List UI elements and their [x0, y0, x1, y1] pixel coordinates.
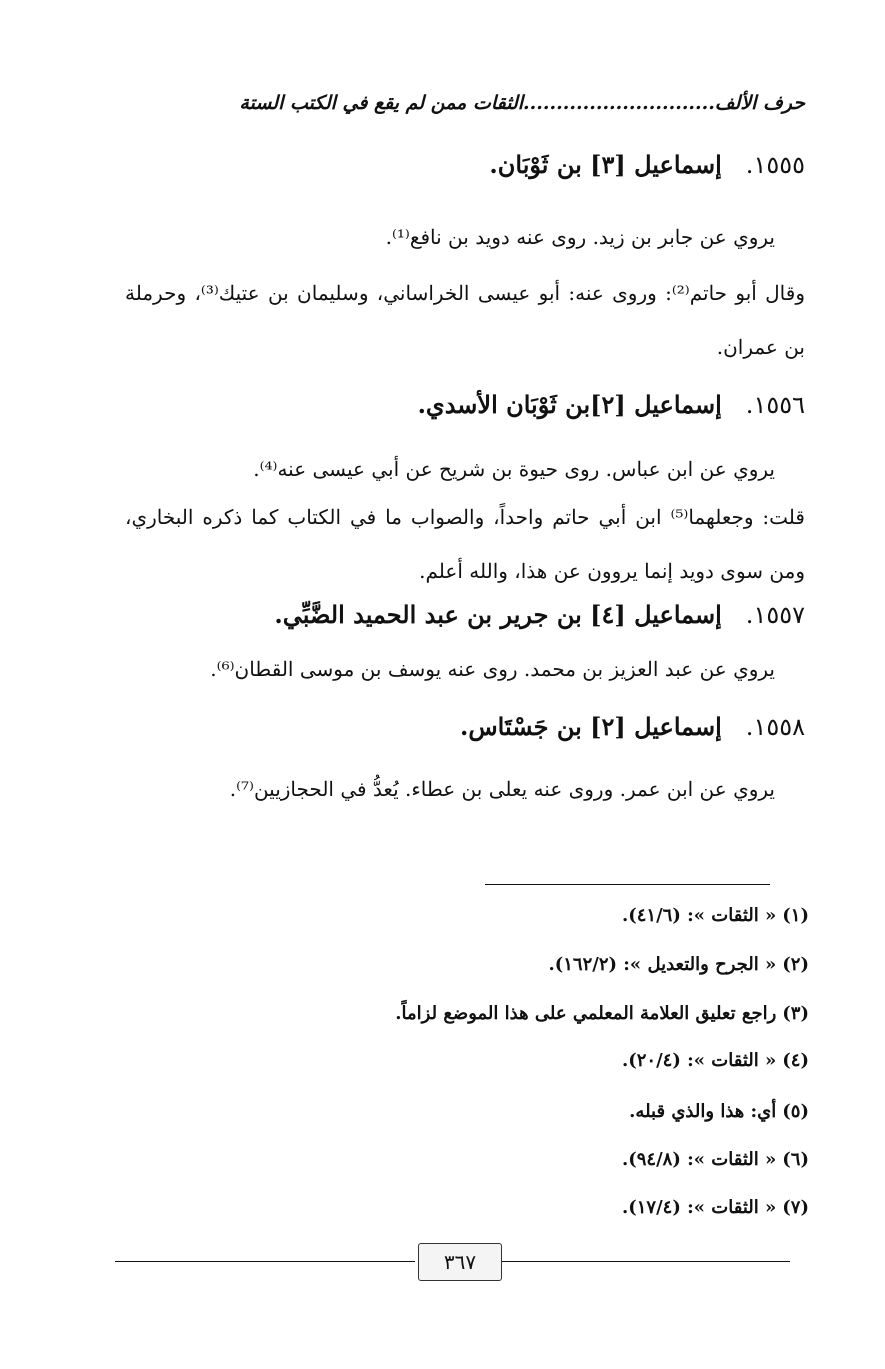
- entry-number: ١٥٥٨.: [745, 713, 805, 741]
- footnote: [89, 1149, 809, 1170]
- footnote: [89, 1050, 809, 1071]
- footnote-separator: [485, 884, 770, 885]
- footnote-number: (٤): [782, 1050, 809, 1071]
- footnote-text: أي: هذا والذي قبله.: [629, 1101, 777, 1122]
- entry-number: ١٥٥٧.: [745, 601, 805, 629]
- page-footer-line: [115, 1261, 415, 1262]
- footnote-number: (٧): [782, 1197, 809, 1218]
- footnote-text: « الثقات »: (٩٤/٨).: [621, 1149, 777, 1170]
- footnote: [89, 905, 809, 926]
- footnote: [89, 1101, 809, 1122]
- paragraph: وقال أبو حاتم⁽²⁾: وروى عنه: أبو عيسى الخراساني، وسليمان بن عتيك⁽³⁾، وحرملة بن عمران.: [125, 281, 805, 359]
- entry-title: إسماعيل [٢]بن ثَوْبَان الأسدي.: [417, 390, 722, 419]
- footnote-text: « الثقات »: (١٧/٤).: [621, 1197, 777, 1218]
- footnote-number: (١): [782, 905, 809, 926]
- footnote-text: « الثقات »: (٤١/٦).: [621, 905, 777, 926]
- entry-number: ١٥٥٥.: [745, 151, 805, 179]
- running-header: حرف الألف.............................الثقات ممن لم يقع في الكتب الستة: [239, 92, 805, 114]
- paragraph: يروي عن ابن عمر. وروى عنه يعلى بن عطاء. يُعدُّ في الحجازيين⁽⁷⁾.: [229, 777, 775, 801]
- entry-heading-1557: [85, 600, 805, 629]
- footnote: [89, 1197, 809, 1218]
- page-number: ٣٦٧: [418, 1243, 502, 1281]
- entry-heading-1558: [85, 712, 805, 741]
- paragraph: يروي عن عبد العزيز بن محمد. روى عنه يوسف بن موسى القطان⁽⁶⁾.: [210, 657, 775, 681]
- entry-title: إسماعيل [٢] بن جَسْتَاس.: [460, 712, 722, 741]
- entry-number: ١٥٥٦.: [745, 391, 805, 419]
- entry-heading-1556: [85, 390, 805, 419]
- page-footer-line: [500, 1261, 790, 1262]
- footnote-number: (٢): [782, 954, 809, 975]
- footnote-text: « الثقات »: (٢٠/٤).: [621, 1050, 777, 1071]
- footnote-number: (٦): [782, 1149, 809, 1170]
- footnote-text: « الجرح والتعديل »: (١٦٢/٢).: [548, 954, 777, 975]
- footnote-number: (٥): [782, 1101, 809, 1122]
- entry-title: إسماعيل [٣] بن ثَوْبَان.: [489, 150, 722, 179]
- entry-heading-1555: [85, 150, 805, 179]
- paragraph: قلت: وجعلهما⁽⁵⁾ ابن أبي حاتم واحداً، والصواب ما في الكتاب كما ذكره البخاري، ومن سوى دويد إنما يروون عن هذا، والله أعلم.: [125, 505, 805, 583]
- paragraph: يروي عن جابر بن زيد. روى عنه دويد بن نافع⁽¹⁾.: [385, 225, 775, 249]
- footnote-number: (٣): [782, 1003, 809, 1024]
- entry-title: إسماعيل [٤] بن جرير بن عبد الحميد الضَّبِّي.: [274, 600, 722, 629]
- footnote-text: راجع تعليق العلامة المعلمي على هذا الموضع لزاماً.: [395, 1003, 777, 1024]
- footnote: [89, 954, 809, 975]
- paragraph: يروي عن ابن عباس. روى حيوة بن شريح عن أبي عيسى عنه⁽⁴⁾.: [253, 457, 775, 481]
- footnote: [89, 1003, 809, 1024]
